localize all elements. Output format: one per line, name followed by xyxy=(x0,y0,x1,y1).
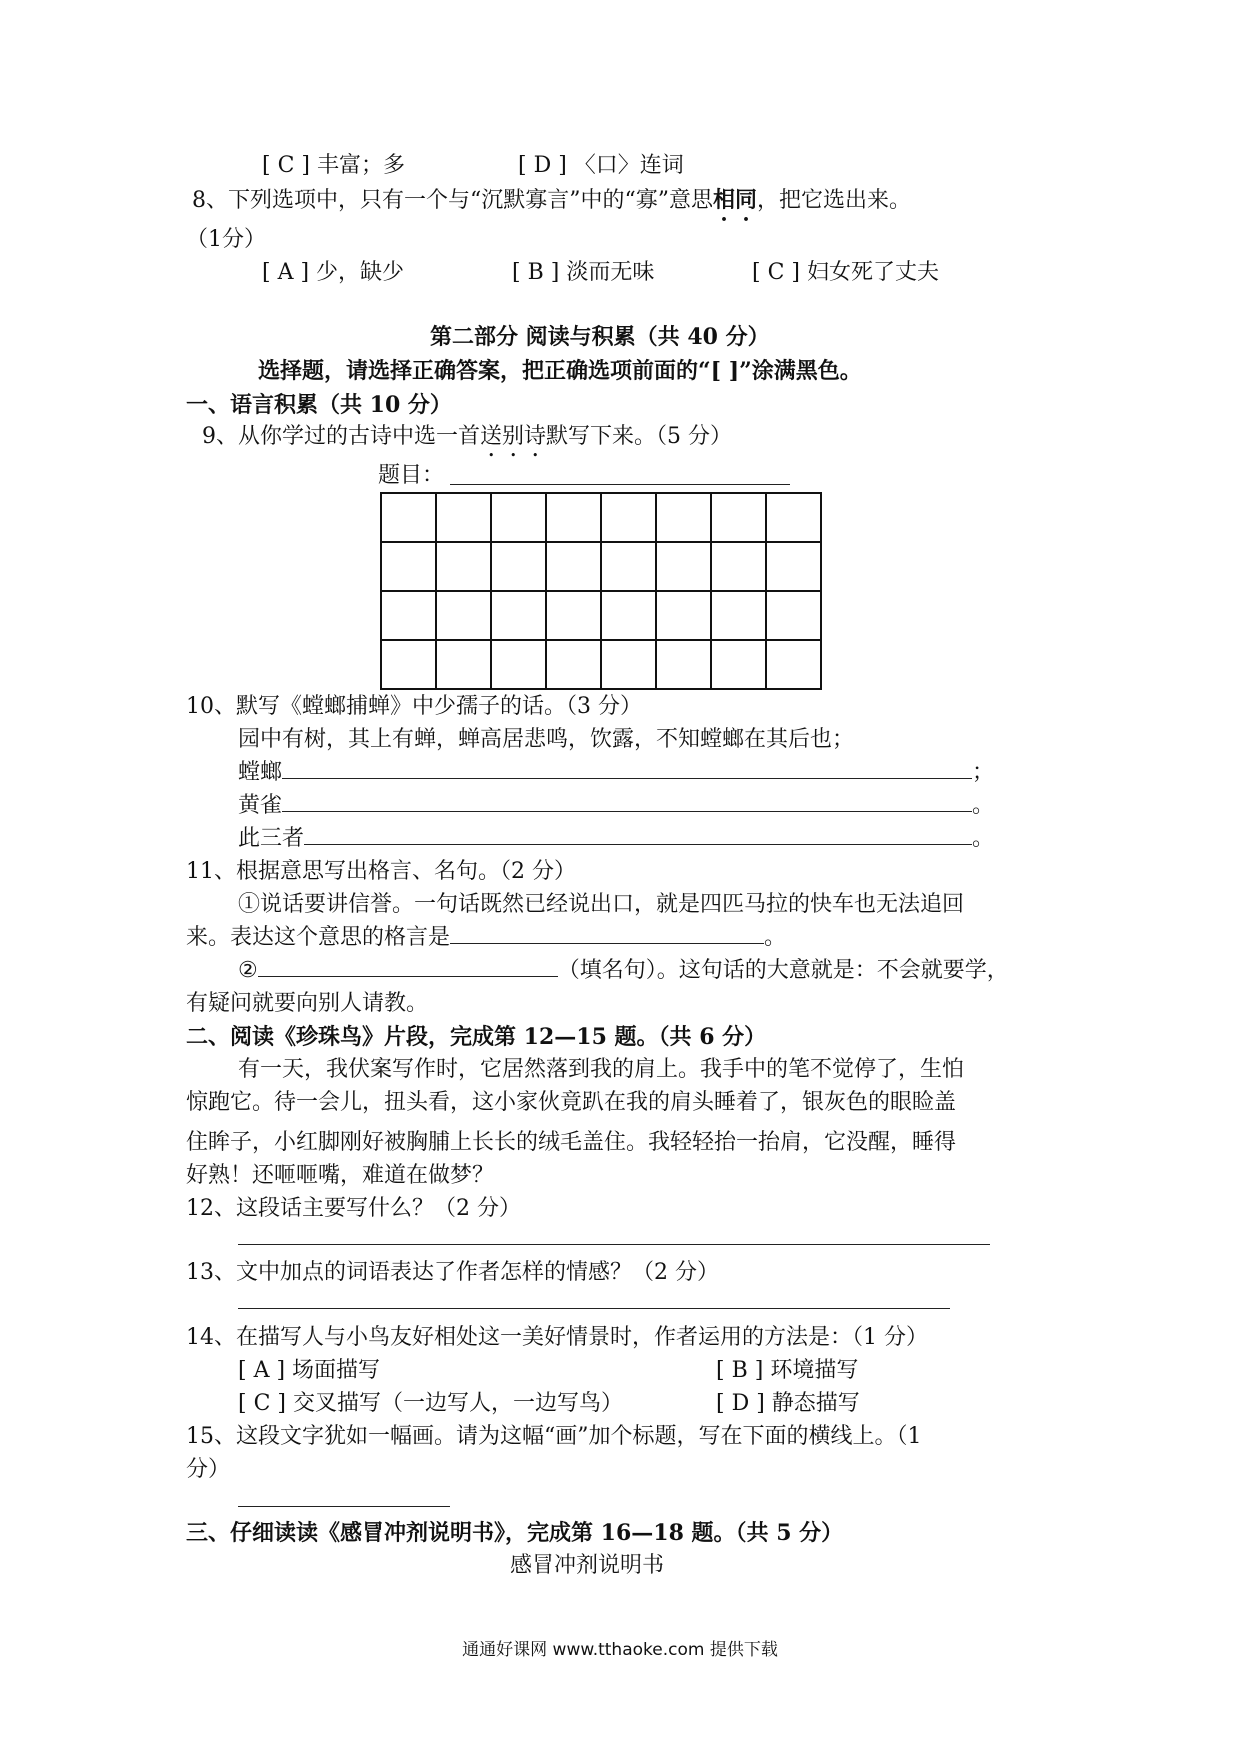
answer-blank[interactable] xyxy=(282,791,972,812)
question-9-emphasis: 送别诗 xyxy=(480,424,547,449)
question-10-line-2 xyxy=(238,791,994,821)
passage-line-3: 住眸子，小红脚刚好被胸脯上长长的绒毛盖住。我轻轻抬一抬肩，它没醒，睡得 xyxy=(186,1130,957,1155)
line-3-end: 。 xyxy=(972,826,995,851)
question-15-answer-line[interactable] xyxy=(238,1506,450,1507)
question-10: 10、默写《螳螂捕蝉》中少孺子的话。（3 分） xyxy=(186,694,642,719)
question-12-answer-line[interactable] xyxy=(238,1244,990,1245)
question-8-text-end: ，把它选出来。 xyxy=(757,188,912,213)
grid-cell[interactable] xyxy=(546,591,601,640)
line-3-label: 此三者 xyxy=(238,826,305,851)
question-10-given-line: 园中有树，其上有蝉，蝉高居悲鸣，饮露，不知螳螂在其后也； xyxy=(238,727,855,752)
question-11: 11、根据意思写出格言、名句。（2 分） xyxy=(186,859,576,884)
grid-cell[interactable] xyxy=(601,493,656,542)
grid-cell[interactable] xyxy=(711,542,766,591)
question-13: 13、文中加点的词语表达了作者怎样的情感？（2 分） xyxy=(186,1260,719,1285)
question-11-part-1-cont xyxy=(186,923,786,953)
section-1-title: 一、语言积累（共 10 分） xyxy=(186,392,452,418)
grid-cell[interactable] xyxy=(601,640,656,689)
grid-cell[interactable] xyxy=(491,640,546,689)
grid-cell[interactable] xyxy=(491,493,546,542)
option-a-q8[interactable]: [ A ] 少，缺少 xyxy=(262,260,405,285)
grid-cell[interactable] xyxy=(381,542,436,591)
grid-cell[interactable] xyxy=(711,591,766,640)
line-2-label: 黄雀 xyxy=(238,793,283,818)
line-1-label: 螳螂 xyxy=(238,760,283,785)
grid-cell[interactable] xyxy=(546,493,601,542)
question-9-text-end: 默写下来。（5 分） xyxy=(546,424,733,449)
question-8 xyxy=(192,185,911,226)
question-14: 14、在描写人与小鸟友好相处这一美好情景时，作者运用的方法是：（1 分） xyxy=(186,1325,928,1350)
grid-cell[interactable] xyxy=(436,640,491,689)
question-8-score: （1分） xyxy=(186,227,266,252)
option-d-q14[interactable]: [ D ] 静态描写 xyxy=(716,1391,860,1416)
question-9-title-label: 题目： xyxy=(378,463,445,488)
grid-cell[interactable] xyxy=(381,640,436,689)
answer-blank[interactable] xyxy=(450,923,764,944)
grid-cell[interactable] xyxy=(656,640,711,689)
question-9 xyxy=(202,422,732,462)
question-9-title-blank[interactable] xyxy=(450,484,790,485)
question-11-part-1: ①说话要讲信誉。一句话既然已经说出口，就是四匹马拉的快车也无法追回 xyxy=(238,892,965,917)
grid-cell[interactable] xyxy=(766,493,821,542)
question-8-text: 8、下列选项中，只有一个与“沉默寡言”中的“寡”意思 xyxy=(192,188,713,213)
line-1-end: ； xyxy=(972,760,995,785)
passage-line-4: 好熟！还咂咂嘴，难道在做梦？ xyxy=(186,1163,495,1188)
section-3-subtitle: 感冒冲剂说明书 xyxy=(510,1553,665,1578)
question-8-emphasis: 相同 xyxy=(713,187,758,213)
grid-cell[interactable] xyxy=(491,542,546,591)
grid-cell[interactable] xyxy=(711,493,766,542)
poem-writing-grid[interactable] xyxy=(380,492,822,690)
question-10-line-1 xyxy=(238,758,994,788)
section-2-title: 二、阅读《珍珠鸟》片段，完成第 12—15 题。（共 6 分） xyxy=(186,1024,767,1050)
section-3-title: 三、仔细读读《感冒冲剂说明书》，完成第 16—18 题。（共 5 分） xyxy=(186,1520,844,1546)
passage-line-2: 惊跑它。待一会儿，扭头看，这小家伙竟趴在我的肩头睡着了，银灰色的眼睑盖 xyxy=(186,1090,957,1115)
grid-cell[interactable] xyxy=(381,493,436,542)
grid-cell[interactable] xyxy=(491,591,546,640)
option-c-q8[interactable]: [ C ] 妇女死了丈夫 xyxy=(752,260,939,285)
question-9-text: 9、从你学过的古诗中选一首 xyxy=(202,424,480,449)
grid-cell[interactable] xyxy=(436,591,491,640)
grid-cell[interactable] xyxy=(656,542,711,591)
question-15-cont: 分） xyxy=(186,1457,231,1482)
grid-cell[interactable] xyxy=(711,640,766,689)
answer-blank[interactable] xyxy=(282,758,972,779)
part-2-text: （填名句）。这句话的大意就是：不会就要学， xyxy=(557,958,1009,983)
grid-cell[interactable] xyxy=(766,591,821,640)
option-a-q14[interactable]: [ A ] 场面描写 xyxy=(238,1358,381,1383)
option-d-q7[interactable]: [ D ] 〈口〉连词 xyxy=(518,153,684,178)
part-1-end: 。 xyxy=(764,925,787,950)
question-11-part-2-cont: 有疑问就要向别人请教。 xyxy=(186,991,429,1016)
grid-cell[interactable] xyxy=(436,542,491,591)
option-c-q14[interactable]: [ C ] 交叉描写（一边写人，一边写鸟） xyxy=(238,1391,623,1416)
grid-cell[interactable] xyxy=(656,493,711,542)
grid-cell[interactable] xyxy=(601,591,656,640)
part2-instruction: 选择题，请选择正确答案，把正确选项前面的“[ ]”涂满黑色。 xyxy=(258,358,862,384)
passage-line-1: 有一天，我伏案写作时，它居然落到我的肩上。我手中的笔不觉停了，生怕 xyxy=(238,1057,965,1082)
option-c-q7[interactable]: [ C ] 丰富；多 xyxy=(262,153,405,178)
question-15: 15、这段文字犹如一幅画。请为这幅“画”加个标题，写在下面的横线上。（1 xyxy=(186,1424,922,1449)
grid-cell[interactable] xyxy=(601,542,656,591)
question-13-answer-line[interactable] xyxy=(238,1308,950,1309)
option-b-q14[interactable]: [ B ] 环境描写 xyxy=(716,1358,859,1383)
line-2-end: 。 xyxy=(972,793,995,818)
part-1-cont-text: 来。表达这个意思的格言是 xyxy=(186,925,451,950)
grid-cell[interactable] xyxy=(766,640,821,689)
grid-cell[interactable] xyxy=(436,493,491,542)
grid-cell[interactable] xyxy=(546,542,601,591)
question-11-part-2 xyxy=(238,956,1009,986)
grid-cell[interactable] xyxy=(381,591,436,640)
part-2-number: ② xyxy=(238,958,258,983)
question-10-line-3 xyxy=(238,824,994,854)
page-footer: 通通好课网 www.tthaoke.com 提供下载 xyxy=(462,1640,778,1660)
question-12: 12、这段话主要写什么？（2 分） xyxy=(186,1196,521,1221)
grid-cell[interactable] xyxy=(546,640,601,689)
part2-title: 第二部分 阅读与积累（共 40 分） xyxy=(430,324,770,350)
grid-cell[interactable] xyxy=(656,591,711,640)
option-b-q8[interactable]: [ B ] 淡而无味 xyxy=(512,260,655,285)
answer-blank[interactable] xyxy=(258,956,558,977)
answer-blank[interactable] xyxy=(304,824,972,845)
grid-cell[interactable] xyxy=(766,542,821,591)
